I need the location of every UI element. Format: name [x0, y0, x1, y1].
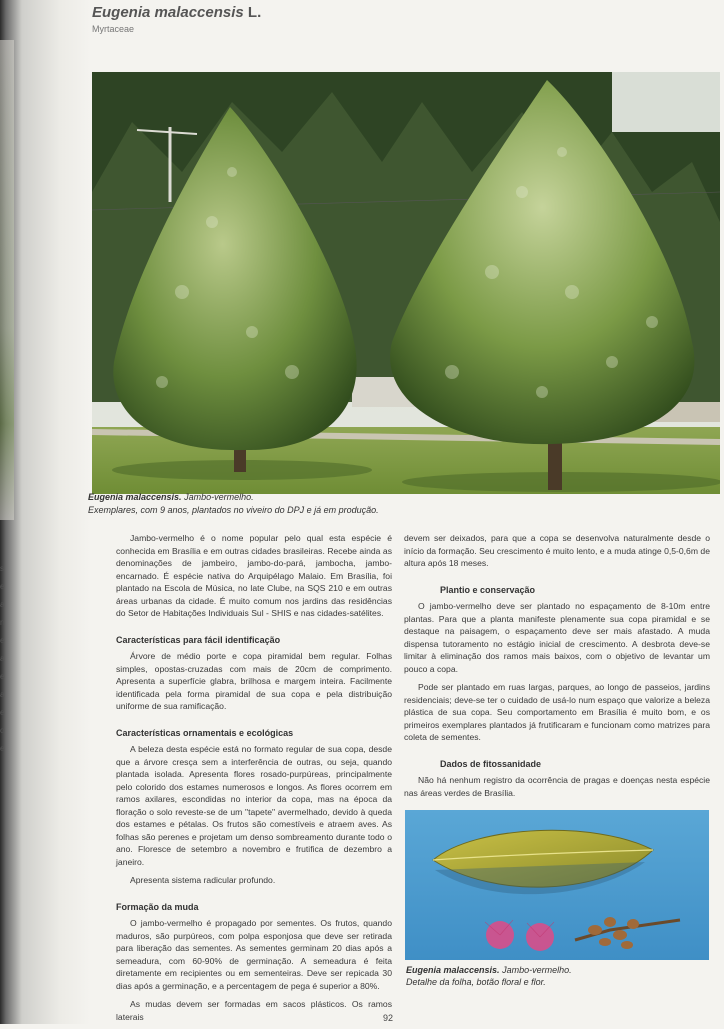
- detail-caption-species: Eugenia malaccensis.: [406, 965, 500, 975]
- main-caption-species: Eugenia malaccensis.: [88, 492, 182, 502]
- detail-caption-common: Jambo-vermelho.: [502, 965, 572, 975]
- title-species: Eugenia malaccensis: [92, 4, 244, 21]
- detail-photo-leaf-flower: [405, 810, 709, 960]
- section-title-planting: Plantio e conservação: [440, 584, 536, 595]
- planting-paragraph-2: Pode ser plantado em ruas largas, parques, ao longo de passeios, jardins residenciais; deve-se ter o cuidado de usá-lo num espaço que valorize a beleza plástica de sua copa. Seu comportamento em Brasília é muito bom, e os primeiros exemplares plantados já frutificaram e funcionam como matrizes para coleta de sementes.: [404, 682, 710, 742]
- detail-photo-caption: [406, 964, 706, 988]
- main-caption-detail: Exemplares, com 9 anos, plantados no viveiro do DPJ e já em produção.: [88, 505, 379, 515]
- identification-paragraph: Árvore de médio porte e copa piramidal bem regular. Folhas simples, opostas-cruzadas com mais de 20cm de comprimento. Apresenta a superfície glabra, brilhosa e margem inteira. Facilmente identificada pela forma piramidal de sua copa e pela distribuição uniforme de sua ramificação.: [116, 651, 392, 711]
- seedling-paragraph: O jambo-vermelho é propagado por sementes. Os frutos, quando maduros, são purpúreos, com polpa esponjosa que deve ser retirada para liberação das sementes. As sementes germinam 20 dias após a semeadura, com 60-90% de germinação. A semeadura é feita diretamente em recipientes ou em sementeiras. Deve ser repicada 30 dias após a germinação, e a percentagem de pega é superior a 80%.: [116, 918, 392, 991]
- main-caption-common: Jambo-vermelho.: [184, 492, 254, 502]
- planting-paragraph: O jambo-vermelho deve ser plantado no espaçamento de 8-10m entre plantas. Para que a planta manifeste plenamente sua copa piramidal e se destaque na paisagem, o espaçamento deve ser mais afastado. A muda dispensa tutoramento no estágio inicial de crescimento. A desbrota deve-se limitar à eliminação dos ramos mais baixos, com o objetivo de levantar um pouco a copa.: [404, 601, 710, 674]
- adjacent-page-text: s e a n e a e a e o e: [0, 564, 5, 753]
- continuation-paragraph: devem ser deixados, para que a copa se desenvolva naturalmente desde o início da formação. Seu crescimento é muito lento, e a muda atinge 0,5-0,6m de altura após 18 meses.: [404, 533, 710, 568]
- section-title-seedling: Formação da muda: [116, 901, 199, 912]
- detail-caption-text: Detalhe da folha, botão floral e flor.: [406, 977, 546, 987]
- intro-paragraph: Jambo-vermelho é o nome popular pelo qual esta espécie é conhecida em Brasília e em outras cidades brasileiras. Recebe ainda as denominações de jambeiro, jambo-do-pará, jambocha, jambo-encarnado. É espécie nativa do Arquipélago Malaio. Em Brasília, foi plantado na Escola de Música, no late Clube, na SQS 210 e em outras áreas urbanas da cidade. É muito comum nos jardins das residências do Setor de Habitações Individuais Sul - SHIS e nas cidades-satélites.: [116, 533, 392, 618]
- page-number: 92: [383, 1013, 394, 1023]
- ornamental-paragraph-2: Apresenta sistema radicular profundo.: [130, 875, 276, 885]
- seedling-paragraph-2: As mudas devem ser formadas em sacos plásticos. Os ramos laterais: [116, 999, 392, 1022]
- plant-family: Myrtaceae: [92, 24, 135, 34]
- page-title: [92, 4, 261, 21]
- section-title-identification: Características para fácil identificação: [116, 634, 281, 645]
- main-photo-caption: [88, 491, 488, 517]
- title-author: L.: [247, 4, 262, 21]
- main-photo-trees: [92, 72, 720, 494]
- ornamental-paragraph: A beleza desta espécie está no formato regular de sua copa, desde que a árvore cresça sem a interferência de outras, ou seja, quando plantada isolada. Apresenta flores rosado-purpúreas, principalmente pelo colorido dos estames numerosos e longos. As flores ocorrem em ramos axilares, escondidas no interior da copa, mas na época da floração o solo reveste-se de um "tapete" avermelhado, devido à queda dos estames e pétalas. Os frutos são comestíveis e atraem aves. As folhas são perenes e projetam um denso sombreamento durante todo o ano. Floresce de setembro a novembro e frutifica de dezembro a janeiro.: [116, 744, 392, 867]
- left-text-column: [116, 532, 392, 1029]
- adjacent-page-edge: [0, 40, 14, 520]
- section-title-ornamental: Características ornamentais e ecológicas: [116, 727, 294, 738]
- right-text-column: [404, 532, 710, 805]
- phytosanitary-paragraph: Não há nenhum registro da ocorrência de pragas e doenças nesta espécie nas áreas verdes de Brasília.: [404, 775, 710, 798]
- section-title-phytosanitary: Dados de fitossanidade: [440, 758, 542, 769]
